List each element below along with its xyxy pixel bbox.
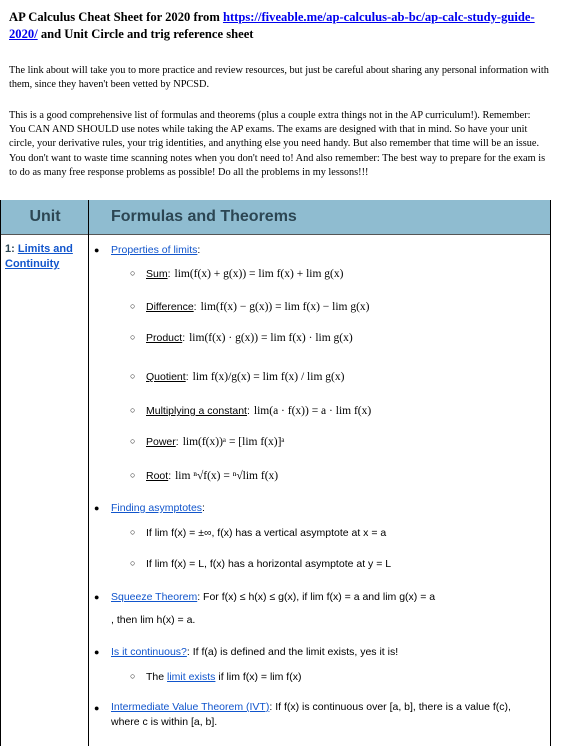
prop-quotient: ○ Quotient: lim f(x)/g(x) = lim f(x) / lim g(x): [130, 371, 345, 383]
prop-math: lim(a · f(x)) = a · lim f(x): [253, 405, 372, 417]
circle-bullet-icon: ○: [130, 558, 136, 568]
prop-math: lim ⁿ√f(x) = ⁿ√lim f(x): [175, 470, 279, 482]
circle-bullet-icon: ○: [130, 405, 136, 415]
title-suffix: and Unit Circle and trig reference sheet: [37, 27, 254, 41]
asymptotes-link[interactable]: Finding asymptotes: [111, 502, 203, 514]
prop-math: lim(f(x) + g(x)) = lim f(x) + lim g(x): [174, 268, 344, 280]
properties-item: [94, 244, 201, 256]
continuous-text: If f(a) is defined and the limit exists, yes it is!: [192, 646, 399, 658]
prop-difference: ○ Difference: lim(f(x) − g(x)) = lim f(x) − lim g(x): [130, 301, 370, 313]
prop-label: Quotient: [146, 371, 186, 383]
squeeze-link[interactable]: Squeeze Theorem: [111, 591, 198, 603]
prop-sum: ○ Sum: lim(f(x) + g(x)) = lim f(x) + lim g(x): [130, 268, 344, 280]
limit-exists-link[interactable]: limit exists: [167, 671, 216, 683]
formulas-table: [0, 200, 551, 746]
asym-horizontal: [130, 558, 392, 570]
privacy-paragraph: The link about will take you to more practice and review resources, but just be careful about sharing any personal information with them, since they haven't been vetted by NPCSD.: [9, 65, 549, 91]
circle-bullet-icon: ○: [130, 371, 136, 381]
notes-paragraph: This is a good comprehensive list of formulas and theorems (plus a couple extra things not in the AP curriculum!). Remember: You CAN AND SHOULD use notes while taking the AP exams. The exams are designed with that in mind. So have your unit circle, your derivative rules, your trig identities, and anything else you need handy. But also remember that time will be an issue. You don't want to waste time scanning notes when you don't need to! And also remember: The best way to prepare for the exam is to do as many free response problems as possible! Do all the problems in my lessons!!!: [9, 110, 546, 178]
squeeze-text: For f(x) ≤ h(x) ≤ g(x), if lim f(x) = a and lim g(x) = a: [203, 591, 436, 603]
ivt-item: ● Intermediate Value Theorem (IVT): If f(x) is continuous over [a, b], there is a value f(c), where c is within [a, b].: [94, 701, 511, 728]
bullet-icon: ●: [94, 703, 100, 713]
header-formulas: Formulas and Theorems: [111, 208, 297, 225]
prop-math: lim(f(x) − g(x)) = lim f(x) − lim g(x): [200, 301, 370, 313]
fiveable-link[interactable]: https://fiveable.me/ap-calculus-ab-bc/ap-calc-study-guide-2020/: [9, 10, 535, 41]
continuous-link[interactable]: Is it continuous?: [111, 646, 187, 658]
bullet-icon: ●: [94, 503, 100, 513]
ivt-link[interactable]: Intermediate Value Theorem (IVT): [111, 701, 270, 713]
prop-label: Sum: [146, 268, 168, 280]
circle-bullet-icon: ○: [130, 436, 136, 446]
prop-root: ○ Root: lim ⁿ√f(x) = ⁿ√lim f(x): [130, 470, 279, 482]
limit-exists-item: [130, 671, 302, 683]
circle-bullet-icon: ○: [130, 268, 136, 278]
prop-label: Multiplying a constant: [146, 405, 247, 417]
asym-text: If lim f(x) = L, f(x) has a horizontal asymptote at y = L: [146, 558, 392, 570]
asym-text: If lim f(x) = ±∞, f(x) has a vertical asymptote at x = a: [146, 527, 387, 539]
prop-math: lim(f(x))ᵃ = [lim f(x)]ᵃ: [182, 436, 285, 448]
asym-vertical: [130, 527, 387, 539]
title-text: AP Calculus Cheat Sheet for 2020 from: [9, 10, 223, 24]
unit-limits-link[interactable]: Limits and Continuity: [5, 243, 73, 270]
prop-label: Product: [146, 332, 183, 344]
unit-cell: [5, 242, 85, 272]
prop-constant: ○ Multiplying a constant: lim(a · f(x)) = a · lim f(x): [130, 405, 372, 417]
circle-bullet-icon: ○: [130, 671, 136, 681]
column-divider: [88, 200, 89, 746]
prop-label: Root: [146, 470, 169, 482]
unit-number: 1:: [5, 243, 18, 255]
ivt-text: If f(x) is continuous over [a, b], there is a value f(c), where c is within [a, b].: [111, 701, 511, 728]
squeeze-then: , then lim h(x) = a.: [111, 614, 196, 626]
circle-bullet-icon: ○: [130, 470, 136, 480]
circle-bullet-icon: ○: [130, 301, 136, 311]
colon: :: [197, 244, 201, 256]
limit-exists-math: if lim f(x) = lim f(x): [215, 671, 302, 683]
prop-label: Power: [146, 436, 176, 448]
bullet-icon: ●: [94, 647, 100, 657]
prop-product: ○ Product: lim(f(x) · g(x)) = lim f(x) · lim g(x): [130, 332, 353, 344]
bullet-icon: ●: [94, 245, 100, 255]
prop-label: Difference: [146, 301, 194, 313]
asymptotes-item: ● Finding asymptotes:: [94, 502, 205, 514]
limit-exists-prefix: The: [146, 671, 168, 683]
bullet-icon: ●: [94, 592, 100, 602]
circle-bullet-icon: ○: [130, 332, 136, 342]
document-title: [9, 9, 549, 43]
circle-bullet-icon: ○: [130, 527, 136, 537]
squeeze-item: ● Squeeze Theorem: For f(x) ≤ h(x) ≤ g(x), if lim f(x) = a and lim g(x) = a: [94, 591, 436, 603]
table-header: [1, 200, 550, 235]
prop-power: ○ Power: lim(f(x))ᵃ = [lim f(x)]ᵃ: [130, 436, 285, 448]
header-unit: Unit: [29, 208, 61, 225]
prop-math: lim(f(x) · g(x)) = lim f(x) · lim g(x): [189, 332, 353, 344]
continuous-item: ● Is it continuous?: If f(a) is defined and the limit exists, yes it is!: [94, 646, 399, 658]
prop-math: lim f(x)/g(x) = lim f(x) / lim g(x): [192, 371, 345, 383]
properties-link[interactable]: Properties of limits: [111, 244, 198, 256]
